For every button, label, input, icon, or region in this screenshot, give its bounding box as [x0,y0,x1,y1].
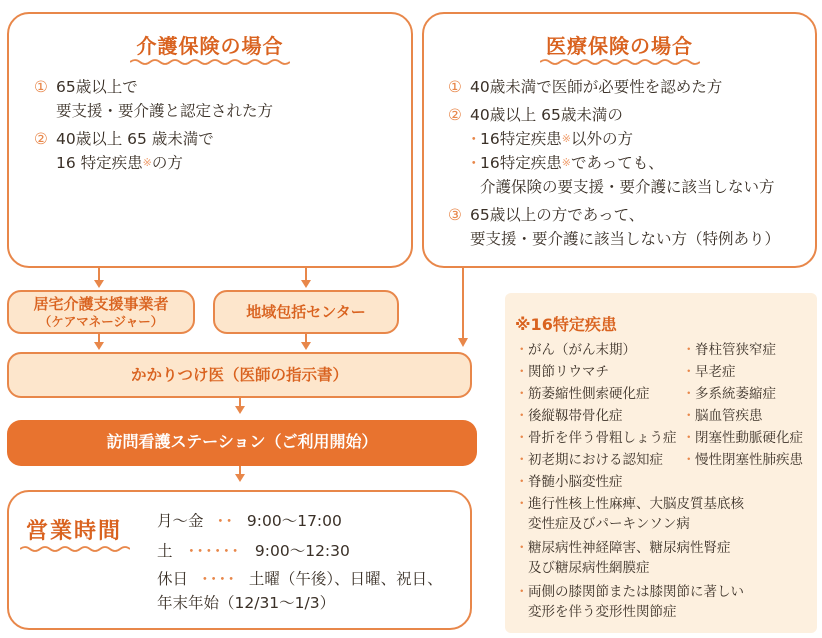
circled-number: ① [34,78,48,96]
asterisk-mark: ※ [561,132,571,145]
bullet-dot: ・ [466,154,482,172]
kaigo-item-1-line1: ① 65歳以上で [34,78,138,96]
disease-item: ・がん（がん末期） [515,342,636,358]
care-manager-label: （ケアマネージャー） [38,314,164,329]
bullet-dot: ・ [466,130,482,148]
community-support-center-box [213,290,399,334]
care-management-office-box [7,290,195,334]
iryo-item-2-sub-2-cont: 介護保険の要支援・要介護に該当しない方 [480,178,775,196]
iryo-item-3-line2: 要支援・要介護に該当しない方（特例あり） [470,230,781,248]
disease-item: ・早老症 [682,364,736,380]
disease-item: ・筋萎縮性側索硬化症 [515,386,650,402]
kaigo-item-1-line2: 要支援・要介護と認定された方 [56,102,274,120]
family-doctor-box [7,352,472,398]
asterisk-mark: ※ [142,156,152,169]
medical-insurance-title: 医療保険の場合 [546,34,693,58]
iryo-item-3-line1: ③ 65歳以上の方であって、 [448,206,645,224]
care-office-label: 居宅介護支援事業者 [33,295,169,313]
kaigo-item-2-line1: ② 40歳以上 65 歳未満で [34,130,214,148]
asterisk-mark: ※ [561,156,571,169]
kaigo-item-2-line2: 16 特定疾患※の方 [56,154,183,172]
hours-row-saturday: 土 ･･････ 9:00～12:30 [157,542,350,560]
disease-item: ・慢性閉塞性肺疾患 [682,452,803,468]
disease-item-long-cont: 及び糖尿病性網膜症 [528,560,650,576]
iryo-item-2: ② 40歳以上 65歳未満の [448,106,623,124]
visiting-nurse-station-box [7,420,477,466]
circled-number: ② [448,106,462,124]
disease-item-long: ・両側の膝関節または膝関節に著しい [515,584,744,600]
disease-item-long: ・進行性核上性麻痺、大脳皮質基底核 [515,496,744,512]
disease-item: ・初老期における認知症 [515,452,663,468]
disease-item-long-cont: 変形を伴う変形性関節症 [528,604,677,620]
disease-item: ・骨折を伴う骨粗しょう症 [515,430,677,446]
hours-row-holiday: 休日 ････ 土曜（午後）、日曜、祝日、 [157,570,443,588]
circled-number: ② [34,130,48,148]
iryo-item-1: ① 40歳未満で医師が必要性を認めた方 [448,78,723,96]
disease-item: ・脳血管疾患 [682,408,763,424]
iryo-item-2-sub-2: ・16特定疾患※であっても、 [466,154,664,172]
family-doctor-label: かかりつけ医（医師の指示書） [130,366,348,384]
disease-item: ・閉塞性動脈硬化症 [682,430,803,446]
long-term-care-title: 介護保険の場合 [136,34,284,58]
disease-item: ・脊髄小脳変性症 [515,474,623,490]
circled-number: ① [448,78,462,96]
iryo-item-2-sub-1: ・16特定疾患※以外の方 [466,130,633,148]
disease-item: ・関節リウマチ [515,364,609,380]
hours-row-year-end: 年末年始（12/31～1/3） [157,594,336,612]
disease-item: ・後縦靱帯骨化症 [515,408,623,424]
station-label: 訪問看護ステーション（ご利用開始） [106,432,378,451]
disease-item: ・脊柱管狭窄症 [682,342,776,358]
disease-item: ・多系統萎縮症 [682,386,776,402]
circled-number: ③ [448,206,462,224]
disease-item-long: ・糖尿病性神経障害、糖尿病性腎症 [515,540,731,556]
community-center-label: 地域包括センター [246,303,366,321]
hours-row-weekday: 月～金 ･･ 9:00～17:00 [157,512,342,530]
specific-diseases-title: ※16特定疾患 [515,315,617,334]
business-hours-title: 営業時間 [26,519,123,544]
hours-wave-decoration [20,545,130,553]
disease-item-long-cont: 変性症及びパーキンソン病 [528,516,690,532]
